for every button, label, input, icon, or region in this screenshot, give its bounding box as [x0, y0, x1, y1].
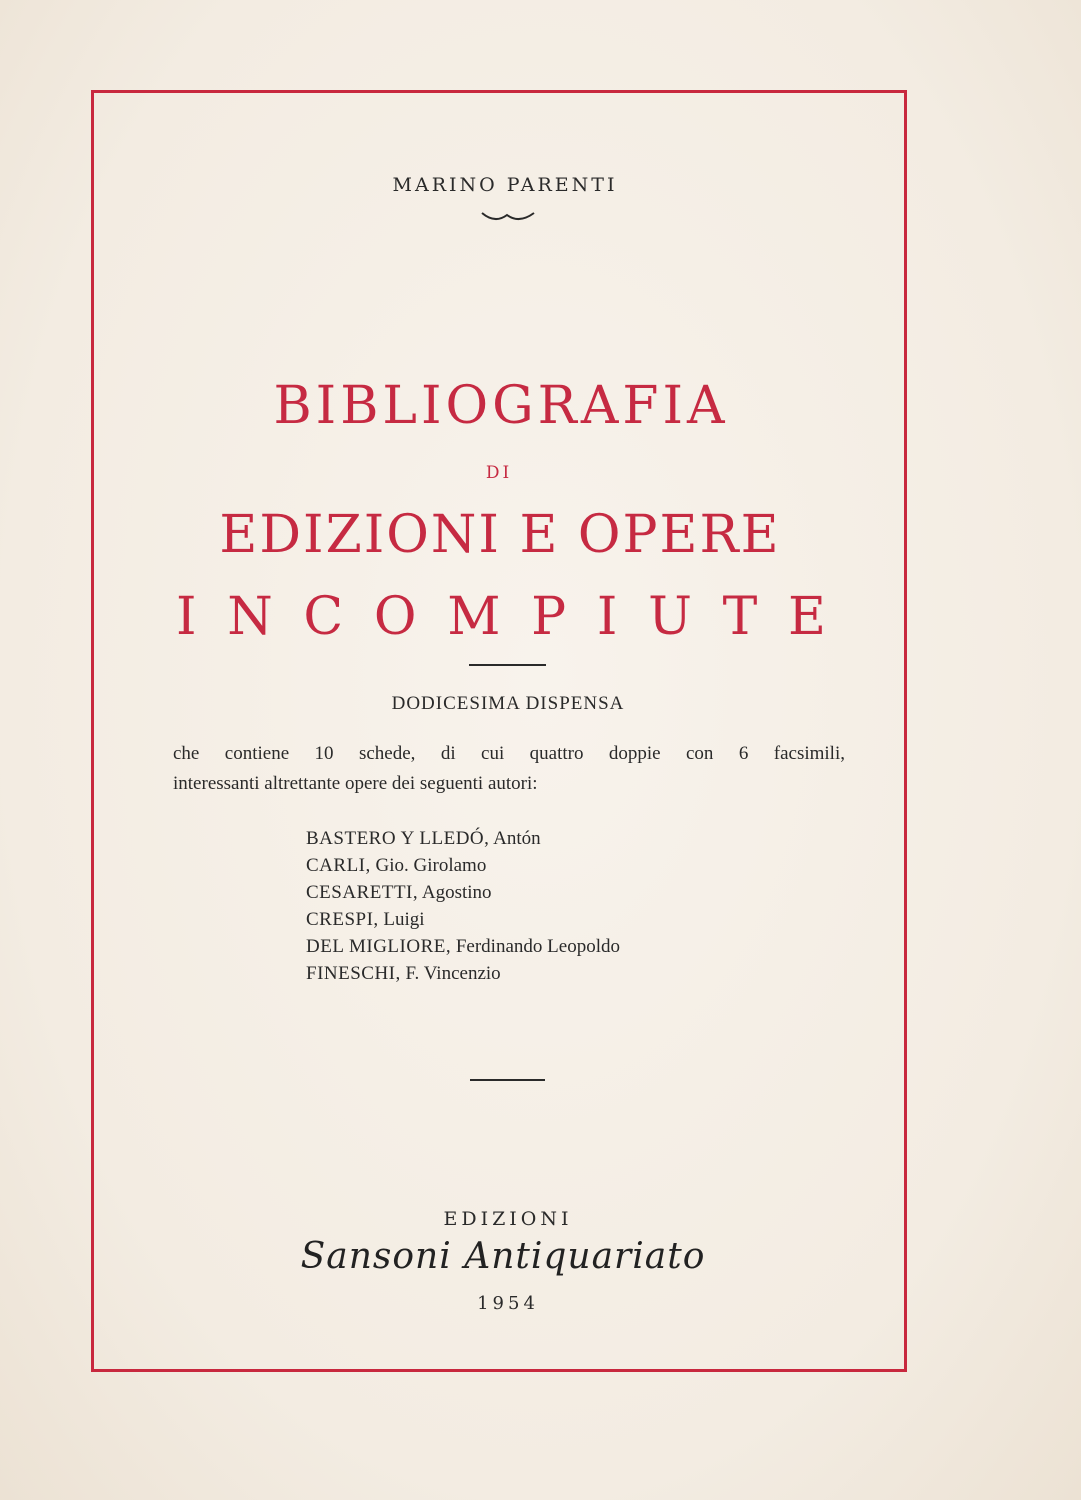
issue-label: DODICESIMA DISPENSA [391, 693, 625, 714]
title-letter: C [303, 587, 344, 647]
title-letter: O [373, 587, 417, 647]
title-line-3 [176, 587, 826, 647]
authors-list [306, 825, 620, 987]
title-letter: I [176, 587, 197, 647]
author-surname: CESARETTI, [306, 882, 419, 903]
description-line-2: interessanti altrettante opere dei seguenti autori: [173, 773, 538, 794]
title-letter: N [227, 587, 273, 647]
author-surname: BASTERO Y LLEDÓ, [306, 828, 490, 849]
author-surname: CARLI, [306, 855, 371, 876]
author-given-name: F. Vincenzio [405, 963, 501, 984]
author-given-name: Gio. Girolamo [375, 855, 487, 876]
title-line-2: EDIZIONI E OPERE [219, 505, 781, 565]
author-given-name: Agostino [421, 882, 492, 903]
title-letter: P [531, 587, 567, 647]
publisher-label: EDIZIONI [443, 1208, 573, 1230]
description-line-1: che contiene 10 schede, di cui quattro doppie con 6 facsimili, [173, 743, 845, 764]
author-surname: CRESPI, [306, 909, 379, 930]
ornament-flourish [478, 210, 538, 224]
title-letter: I [596, 587, 618, 647]
title-letter: E [787, 587, 826, 647]
author-surname: FINESCHI, [306, 963, 401, 984]
divider-rule-bottom [470, 1079, 545, 1081]
divider-rule-top [469, 664, 546, 666]
title-letter: T [722, 587, 758, 647]
author-entry [306, 825, 620, 852]
author-given-name: Ferdinando Leopoldo [455, 936, 620, 957]
title-line-1: BIBLIOGRAFIA [273, 376, 729, 436]
title-connector: DI [485, 463, 513, 483]
publication-year: 1954 [477, 1293, 539, 1314]
author-given-name: Luigi [383, 909, 425, 930]
author-surname: DEL MIGLIORE, [306, 936, 452, 957]
author-entry [306, 933, 620, 960]
publisher-name: Sansoni Antiquariato [300, 1236, 706, 1277]
author-entry [306, 960, 620, 987]
title-letter: M [447, 587, 501, 647]
author-entry [306, 852, 620, 879]
author-name: MARINO PARENTI [392, 174, 618, 196]
title-letter: U [648, 587, 692, 647]
author-entry [306, 906, 620, 933]
description [173, 739, 853, 799]
red-border-frame [91, 90, 907, 1372]
author-entry [306, 879, 620, 906]
author-given-name: Antón [493, 828, 541, 849]
